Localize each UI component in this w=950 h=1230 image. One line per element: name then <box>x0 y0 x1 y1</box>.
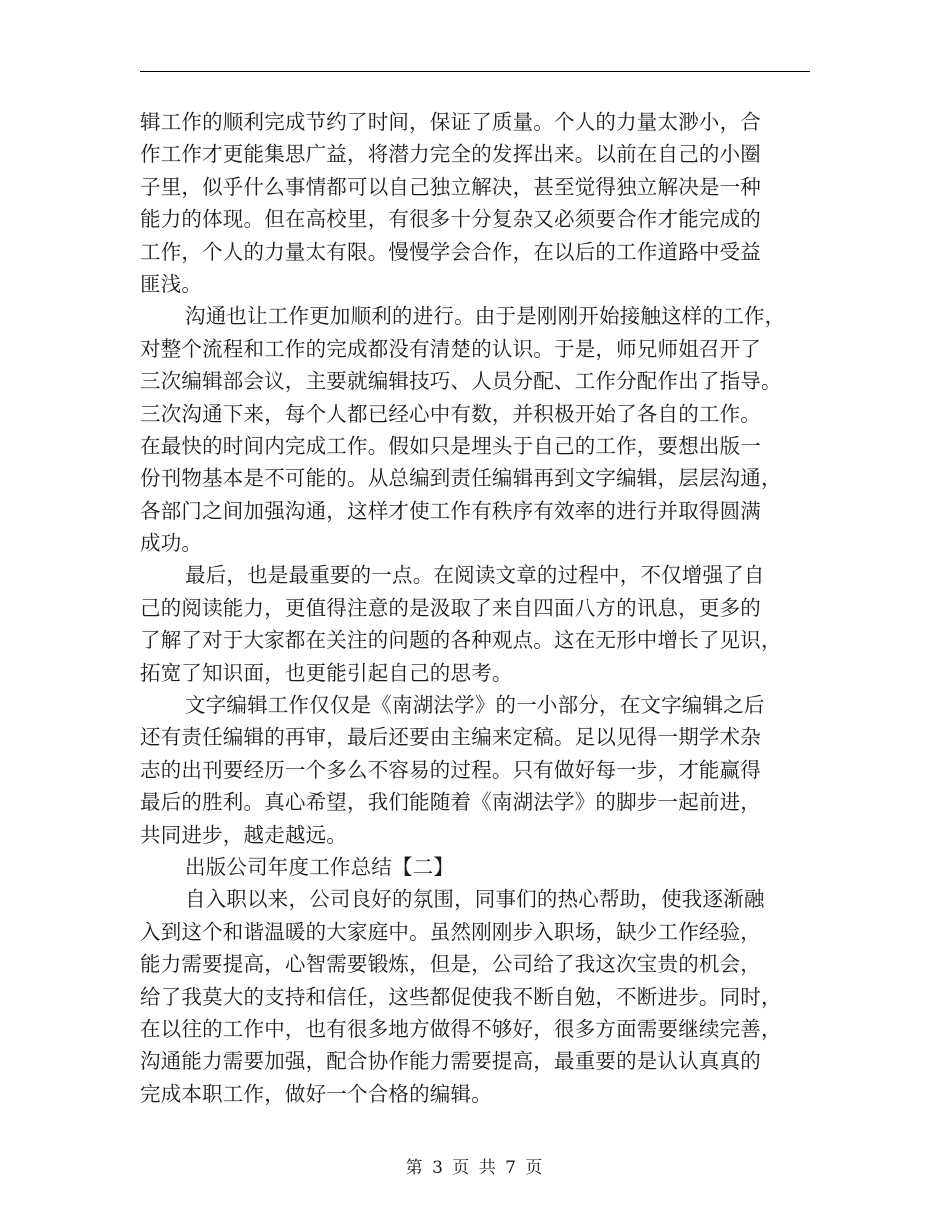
text-line: 了解了对于大家都在关注的问题的各种观点。这在无形中增长了见识， <box>140 628 782 653</box>
document-body <box>140 106 812 1110</box>
text-line: 作工作才更能集思广益，将潜力完全的发挥出来。以前在自己的小圈 <box>140 142 761 167</box>
text-line: 出版公司年度工作总结【二】 <box>185 854 455 879</box>
text-line: 自入职以来，公司良好的氛围，同事们的热心帮助，使我逐渐融 <box>185 887 765 912</box>
text-line: 入到这个和谐温暖的大家庭中。虽然刚刚步入职场，缺少工作经验， <box>140 919 761 944</box>
text-line: 完成本职工作，做好一个合格的编辑。 <box>140 1081 492 1106</box>
text-line: 最后，也是最重要的一点。在阅读文章的过程中，不仅增强了自 <box>185 563 765 588</box>
text-line: 份刊物基本是不可能的。从总编到责任编辑再到文字编辑，层层沟通， <box>140 466 782 491</box>
text-line: 沟通能力需要加强，配合协作能力需要提高，最重要的是认认真真的 <box>140 1049 761 1074</box>
page-footer: 第 3 页 共 7 页 <box>405 1158 545 1178</box>
text-line: 志的出刊要经历一个多么不容易的过程。只有做好每一步，才能赢得 <box>140 757 761 782</box>
text-line: 成功。 <box>140 531 203 556</box>
text-line: 最后的胜利。真心希望，我们能随着《南湖法学》的脚步一起前进， <box>140 790 761 815</box>
text-line: 在最快的时间内完成工作。假如只是埋头于自己的工作，要想出版一 <box>140 433 761 458</box>
text-line: 能力需要提高，心智需要锻炼，但是，公司给了我这次宝贵的机会， <box>140 952 761 977</box>
text-line: 三次沟通下来，每个人都已经心中有数，并积极开始了各自的工作。 <box>140 401 761 426</box>
text-line: 子里，似乎什么事情都可以自己独立解决，甚至觉得独立解决是一种 <box>140 174 761 199</box>
text-line: 辑工作的顺利完成节约了时间，保证了质量。个人的力量太渺小，合 <box>140 110 761 134</box>
text-line: 三次编辑部会议，主要就编辑技巧、人员分配、工作分配作出了指导。 <box>140 369 782 394</box>
text-line: 工作，个人的力量太有限。慢慢学会合作，在以后的工作道路中受益 <box>140 239 761 264</box>
text-line: 匪浅。 <box>140 271 203 296</box>
text-line: 对整个流程和工作的完成都没有清楚的认识。于是，师兄师姐召开了 <box>140 336 761 361</box>
text-line: 各部门之间加强沟通，这样才使工作有秩序有效率的进行并取得圆满 <box>140 498 761 523</box>
text-line: 沟通也让工作更加顺利的进行。由于是刚刚开始接触这样的工作， <box>185 304 786 329</box>
header-rule <box>140 71 810 72</box>
text-line: 共同进步，越走越远。 <box>140 822 347 847</box>
text-line: 己的阅读能力，更值得注意的是汲取了来自四面八方的讯息，更多的 <box>140 595 761 620</box>
text-line: 拓宽了知识面，也更能引起自己的思考。 <box>140 660 513 685</box>
text-line: 能力的体现。但在高校里，有很多十分复杂又必须要合作才能完成的 <box>140 207 761 232</box>
text-line: 还有责任编辑的再审，最后还要由主编来定稿。足以见得一期学术杂 <box>140 725 761 750</box>
text-line: 在以往的工作中，也有很多地方做得不够好，很多方面需要继续完善， <box>140 1016 782 1041</box>
text-line: 给了我莫大的支持和信任，这些都促使我不断自勉，不断进步。同时， <box>140 984 782 1009</box>
text-line: 文字编辑工作仅仅是《南湖法学》的一小部分，在文字编辑之后 <box>185 693 765 718</box>
